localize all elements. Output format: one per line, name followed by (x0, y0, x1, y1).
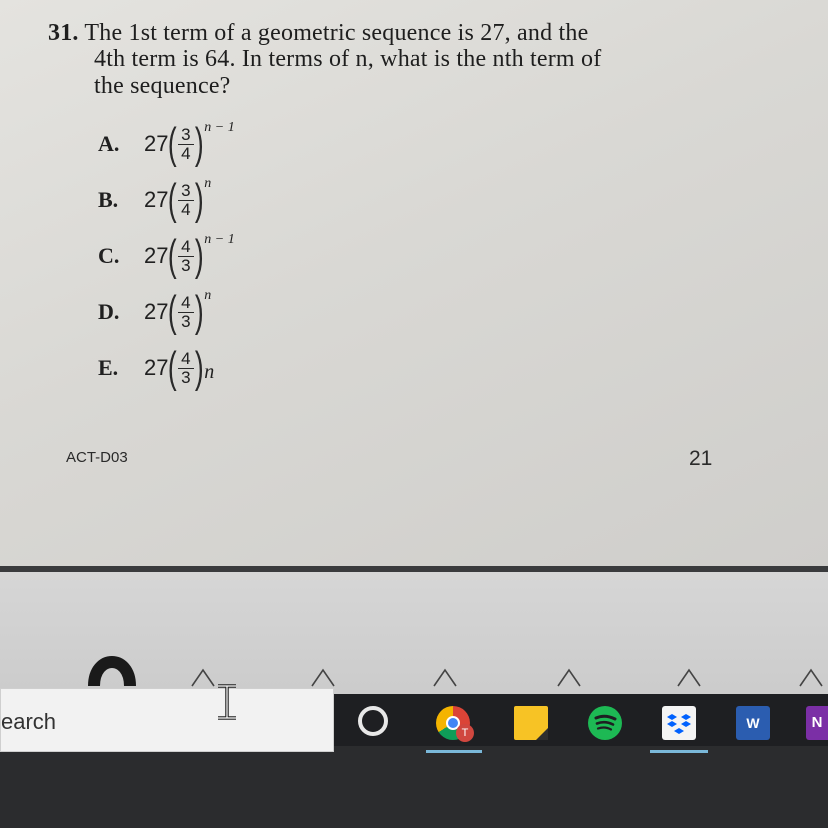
search-input[interactable] (0, 688, 334, 752)
left-paren: ( (168, 175, 178, 224)
option-fraction (178, 238, 193, 275)
question-line-1 (48, 20, 588, 47)
dropbox-active-indicator (650, 750, 708, 753)
left-paren: ( (168, 119, 178, 168)
triangle-icon (432, 668, 458, 688)
search-placeholder: earch (1, 709, 57, 734)
option-fraction (178, 126, 193, 163)
option-letter: D. (98, 299, 120, 324)
option-exponent: n − 1 (204, 232, 235, 247)
option-exponent: n − 1 (204, 120, 235, 135)
question-text-1: The 1st term of a geometric sequence is 27, and the (84, 20, 589, 46)
option-coefficient: 27 (144, 131, 169, 156)
option-d (98, 284, 211, 340)
fraction-numerator: 4 (178, 350, 193, 369)
question-number: 31. (48, 20, 79, 46)
fraction-denominator: 4 (181, 199, 191, 219)
option-letter: B. (98, 187, 119, 212)
option-b (98, 172, 211, 228)
cortana-icon[interactable] (358, 706, 388, 736)
fraction-numerator: 4 (178, 238, 193, 257)
fraction-denominator: 3 (181, 311, 191, 331)
question-line-2: 4th term is 64. In terms of n, what is the nth term of (94, 46, 602, 72)
option-coefficient: 27 (144, 187, 169, 212)
fraction-denominator: 4 (181, 143, 191, 163)
option-fraction (178, 294, 193, 331)
dropbox-icon[interactable] (662, 706, 696, 740)
left-paren: ( (168, 231, 178, 280)
option-c (98, 228, 235, 284)
page-number: 21 (689, 447, 713, 470)
fraction-numerator: 4 (178, 294, 193, 313)
fraction-denominator: 3 (181, 255, 191, 275)
right-paren: ) (194, 343, 204, 392)
sticky-notes-icon[interactable] (514, 706, 548, 740)
option-a (98, 116, 235, 172)
option-suffix: n (204, 360, 215, 383)
text-cursor-icon (210, 682, 244, 722)
test-code: ACT-D03 (66, 449, 128, 466)
option-fraction (178, 350, 193, 387)
chrome-profile-badge: T (456, 724, 474, 742)
option-letter: E. (98, 355, 119, 380)
triangle-icon (556, 668, 582, 688)
fraction-numerator: 3 (178, 182, 193, 201)
triangle-icon (676, 668, 702, 688)
option-fraction (178, 182, 193, 219)
screen-bottom (0, 746, 828, 828)
question-line-3: the sequence? (94, 73, 231, 99)
chrome-active-indicator (426, 750, 482, 753)
onenote-icon[interactable]: N (806, 706, 828, 740)
left-paren: ( (168, 287, 178, 336)
right-paren: ) (194, 231, 204, 280)
option-exponent: n (204, 176, 212, 191)
fraction-denominator: 3 (181, 367, 191, 387)
right-paren: ) (194, 287, 204, 336)
option-e (98, 340, 214, 396)
left-paren: ( (168, 343, 178, 392)
option-exponent: n (204, 288, 212, 303)
option-coefficient: 27 (144, 243, 169, 268)
option-coefficient: 27 (144, 355, 169, 380)
triangle-icon (798, 668, 824, 688)
right-paren: ) (194, 119, 204, 168)
option-coefficient: 27 (144, 299, 169, 324)
option-letter: A. (98, 131, 120, 156)
option-letter: C. (98, 243, 120, 268)
triangle-icon (310, 668, 336, 688)
partial-app-icon (88, 646, 136, 692)
fraction-numerator: 3 (178, 126, 193, 145)
word-icon[interactable]: W (736, 706, 770, 740)
right-paren: ) (194, 175, 204, 224)
spotify-icon[interactable] (588, 706, 622, 740)
